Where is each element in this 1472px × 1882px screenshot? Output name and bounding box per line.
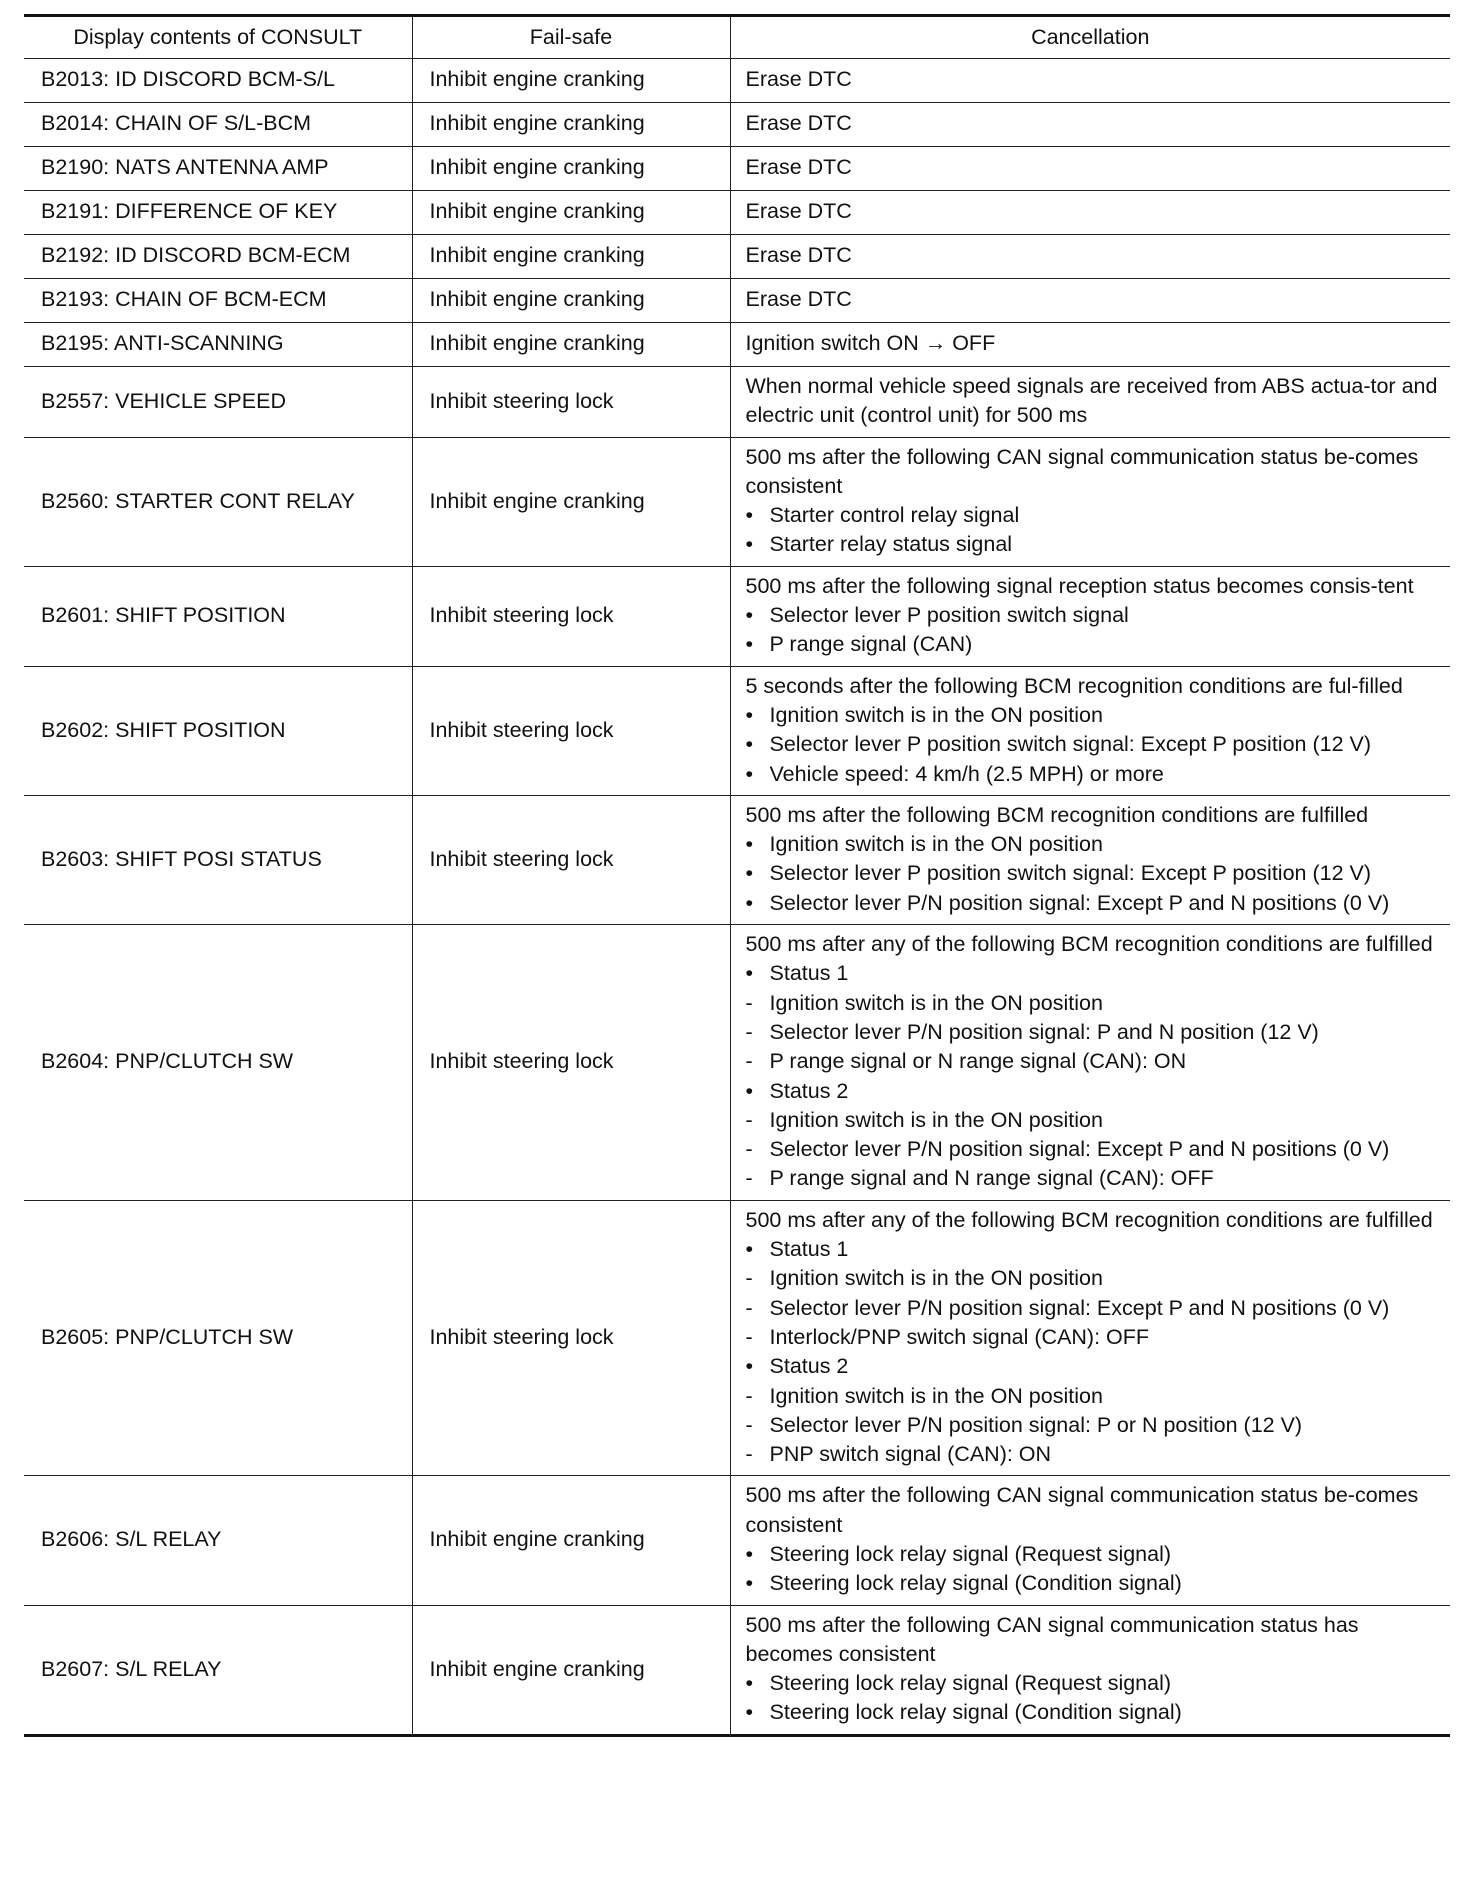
cancellation-cell [730, 437, 1450, 566]
condition-item [746, 1294, 1445, 1323]
bullet-mark: • [745, 632, 754, 657]
bullet-mark: • [745, 1354, 754, 1379]
bullet-mark: • [745, 861, 754, 886]
cancellation-cell [730, 59, 1450, 103]
cancellation-text: 500 ms after the following CAN signal communication status be-comes consistent [745, 444, 1419, 498]
cancellation-cell [730, 925, 1450, 1201]
condition-item [746, 989, 1445, 1018]
condition-text: Status 2 [769, 1354, 849, 1379]
failsafe-table [24, 14, 1450, 1737]
table-row [24, 1476, 1450, 1605]
failsafe-cell: Inhibit engine cranking [412, 59, 730, 103]
dtc-cell: B2014: CHAIN OF S/L-BCM [24, 103, 412, 147]
dtc-cell: B2192: ID DISCORD BCM-ECM [24, 235, 412, 279]
dtc-cell: B2013: ID DISCORD BCM-S/L [24, 59, 412, 103]
failsafe-cell: Inhibit engine cranking [412, 1605, 730, 1735]
condition-item [746, 630, 1445, 659]
bullet-mark: • [745, 1237, 754, 1262]
condition-text: Selector lever P position switch signal [769, 603, 1129, 628]
dtc-cell: B2193: CHAIN OF BCM-ECM [24, 279, 412, 323]
dtc-cell: B2604: PNP/CLUTCH SW [24, 925, 412, 1201]
dash-mark: - [745, 1324, 753, 1349]
cancellation-cell [730, 103, 1450, 147]
cancellation-text: 500 ms after the following signal reception status becomes consis-tent [745, 573, 1414, 598]
failsafe-cell: Inhibit engine cranking [412, 323, 730, 367]
table-row [24, 147, 1450, 191]
failsafe-cell: Inhibit steering lock [412, 1200, 730, 1476]
failsafe-table-container [24, 14, 1450, 1737]
dtc-cell: B2601: SHIFT POSITION [24, 566, 412, 666]
condition-item [746, 1569, 1445, 1598]
condition-text: Status 1 [769, 961, 849, 986]
cancellation-cell [730, 566, 1450, 666]
condition-item [746, 1411, 1445, 1440]
condition-text: Ignition switch is in the ON position [769, 1383, 1103, 1408]
dtc-cell: B2560: STARTER CONT RELAY [24, 437, 412, 566]
condition-text: Steering lock relay signal (Request signal) [769, 1671, 1172, 1696]
table-row [24, 1200, 1450, 1476]
dash-mark: - [745, 1137, 753, 1162]
dash-mark: - [745, 1442, 753, 1467]
table-row [24, 59, 1450, 103]
condition-item [746, 1047, 1445, 1076]
table-row [24, 666, 1450, 795]
condition-text: Selector lever P/N position signal: Except P and N positions (0 V) [769, 1295, 1390, 1320]
dtc-cell: B2195: ANTI-SCANNING [24, 323, 412, 367]
bullet-mark: • [745, 603, 754, 628]
dash-mark: - [745, 1019, 753, 1044]
dtc-cell: B2606: S/L RELAY [24, 1476, 412, 1605]
condition-text: Selector lever P/N position signal: P and N position (12 V) [769, 1019, 1319, 1044]
condition-text: Ignition switch is in the ON position [769, 1266, 1103, 1291]
condition-item [746, 1077, 1445, 1106]
condition-text: Ignition switch is in the ON position [769, 702, 1103, 727]
cancellation-text: Erase DTC [745, 155, 852, 180]
condition-text: Steering lock relay signal (Condition signal) [769, 1571, 1182, 1596]
condition-item [746, 701, 1445, 730]
cancellation-cell [730, 1476, 1450, 1605]
condition-item [746, 601, 1445, 630]
dtc-cell: B2602: SHIFT POSITION [24, 666, 412, 795]
cancellation-cell [730, 666, 1450, 795]
dash-mark: - [745, 1412, 753, 1437]
failsafe-cell: Inhibit engine cranking [412, 147, 730, 191]
table-row [24, 1605, 1450, 1735]
failsafe-cell: Inhibit engine cranking [412, 437, 730, 566]
condition-item [746, 859, 1445, 888]
condition-text: Starter control relay signal [769, 503, 1020, 528]
failsafe-cell: Inhibit engine cranking [412, 103, 730, 147]
condition-text: Vehicle speed: 4 km/h (2.5 MPH) or more [769, 761, 1164, 786]
condition-text: P range signal and N range signal (CAN): OFF [769, 1166, 1214, 1191]
condition-text: Ignition switch is in the ON position [769, 832, 1103, 857]
condition-item [746, 959, 1445, 988]
dtc-cell: B2607: S/L RELAY [24, 1605, 412, 1735]
cancellation-cell [730, 323, 1450, 367]
condition-item [746, 1698, 1445, 1727]
table-row [24, 279, 1450, 323]
bullet-mark: • [745, 761, 754, 786]
dash-mark: - [745, 990, 753, 1015]
failsafe-cell: Inhibit steering lock [412, 666, 730, 795]
condition-item [746, 1106, 1445, 1135]
cancellation-cell [730, 147, 1450, 191]
table-row [24, 191, 1450, 235]
table-row [24, 235, 1450, 279]
dtc-cell: B2603: SHIFT POSI STATUS [24, 795, 412, 924]
cancellation-text: Erase DTC [745, 199, 852, 224]
condition-text: Ignition switch is in the ON position [769, 1107, 1103, 1132]
condition-text: Status 2 [769, 1078, 849, 1103]
condition-item [746, 889, 1445, 918]
cancellation-text: 5 seconds after the following BCM recognition conditions are ful-filled [745, 673, 1403, 698]
dash-mark: - [745, 1295, 753, 1320]
bullet-mark: • [745, 1541, 754, 1566]
condition-item [746, 501, 1445, 530]
table-row [24, 795, 1450, 924]
table-row [24, 566, 1450, 666]
dtc-cell: B2605: PNP/CLUTCH SW [24, 1200, 412, 1476]
condition-item [746, 730, 1445, 759]
condition-text: Starter relay status signal [769, 532, 1013, 557]
failsafe-cell: Inhibit steering lock [412, 566, 730, 666]
condition-text: Selector lever P/N position signal: Except P and N positions (0 V) [769, 890, 1390, 915]
dash-mark: - [745, 1049, 753, 1074]
condition-item [746, 1382, 1445, 1411]
bullet-mark: • [745, 1571, 754, 1596]
cancellation-text: 500 ms after the following CAN signal communication status be-comes consistent [745, 1483, 1419, 1537]
cancellation-cell [730, 1200, 1450, 1476]
condition-item [746, 760, 1445, 789]
condition-item [746, 1135, 1445, 1164]
condition-text: Selector lever P position switch signal: Except P position (12 V) [769, 861, 1372, 886]
dtc-cell: B2190: NATS ANTENNA AMP [24, 147, 412, 191]
header-cancellation: Cancellation [730, 16, 1450, 59]
bullet-mark: • [745, 832, 754, 857]
cancellation-text: 500 ms after the following BCM recognition conditions are fulfilled [745, 802, 1369, 827]
table-row [24, 925, 1450, 1201]
condition-text: Selector lever P position switch signal: Except P position (12 V) [769, 732, 1372, 757]
dash-mark: - [745, 1107, 753, 1132]
bullet-mark: • [745, 890, 754, 915]
condition-item [746, 1164, 1445, 1193]
table-row [24, 367, 1450, 438]
cancellation-text: Ignition switch ON → OFF [745, 331, 996, 356]
table-row [24, 323, 1450, 367]
cancellation-text: 500 ms after the following CAN signal communication status has becomes consistent [745, 1612, 1359, 1666]
cancellation-text: 500 ms after any of the following BCM recognition conditions are fulfilled [745, 932, 1433, 957]
bullet-mark: • [745, 1671, 754, 1696]
condition-item [746, 1352, 1445, 1381]
dash-mark: - [745, 1266, 753, 1291]
cancellation-cell [730, 367, 1450, 438]
condition-text: Steering lock relay signal (Condition signal) [769, 1700, 1182, 1725]
failsafe-cell: Inhibit engine cranking [412, 191, 730, 235]
table-row [24, 103, 1450, 147]
cancellation-cell [730, 235, 1450, 279]
condition-text: P range signal or N range signal (CAN): ON [769, 1049, 1187, 1074]
condition-text: Selector lever P/N position signal: P or N position (12 V) [769, 1412, 1303, 1437]
cancellation-text: 500 ms after any of the following BCM recognition conditions are fulfilled [745, 1207, 1433, 1232]
bullet-mark: • [745, 532, 754, 557]
condition-item [746, 1264, 1445, 1293]
failsafe-cell: Inhibit engine cranking [412, 235, 730, 279]
dtc-cell: B2557: VEHICLE SPEED [24, 367, 412, 438]
cancellation-text: Erase DTC [745, 67, 852, 92]
bullet-mark: • [745, 961, 754, 986]
table-row [24, 437, 1450, 566]
bullet-mark: • [745, 1078, 754, 1103]
bullet-mark: • [745, 1700, 754, 1725]
bullet-mark: • [745, 732, 754, 757]
dash-mark: - [745, 1166, 753, 1191]
condition-item [746, 1018, 1445, 1047]
condition-text: PNP switch signal (CAN): ON [769, 1442, 1052, 1467]
failsafe-cell: Inhibit engine cranking [412, 279, 730, 323]
failsafe-cell: Inhibit engine cranking [412, 1476, 730, 1605]
condition-item [746, 1440, 1445, 1469]
cancellation-text: Erase DTC [745, 243, 852, 268]
condition-text: Interlock/PNP switch signal (CAN): OFF [769, 1324, 1150, 1349]
bullet-mark: • [745, 503, 754, 528]
dtc-cell: B2191: DIFFERENCE OF KEY [24, 191, 412, 235]
table-header-row [24, 16, 1450, 59]
condition-item [746, 1540, 1445, 1569]
cancellation-cell [730, 795, 1450, 924]
bullet-mark: • [745, 702, 754, 727]
condition-text: Status 1 [769, 1237, 849, 1262]
condition-item [746, 1323, 1445, 1352]
condition-text: P range signal (CAN) [769, 632, 973, 657]
cancellation-cell [730, 279, 1450, 323]
cancellation-text: When normal vehicle speed signals are received from ABS actua-tor and electric unit (control unit) for 500 ms [745, 374, 1438, 428]
condition-item [746, 830, 1445, 859]
failsafe-cell: Inhibit steering lock [412, 795, 730, 924]
condition-item [746, 1669, 1445, 1698]
dash-mark: - [745, 1383, 753, 1408]
failsafe-cell: Inhibit steering lock [412, 367, 730, 438]
cancellation-text: Erase DTC [745, 287, 852, 312]
condition-item [746, 530, 1445, 559]
cancellation-cell [730, 1605, 1450, 1735]
condition-text: Ignition switch is in the ON position [769, 990, 1103, 1015]
header-fail-safe: Fail-safe [412, 16, 730, 59]
failsafe-cell: Inhibit steering lock [412, 925, 730, 1201]
condition-item [746, 1235, 1445, 1264]
cancellation-cell [730, 191, 1450, 235]
condition-text: Steering lock relay signal (Request signal) [769, 1541, 1172, 1566]
condition-text: Selector lever P/N position signal: Except P and N positions (0 V) [769, 1137, 1390, 1162]
cancellation-text: Erase DTC [745, 111, 852, 136]
table-body [24, 59, 1450, 1736]
header-display-contents: Display contents of CONSULT [24, 16, 412, 59]
